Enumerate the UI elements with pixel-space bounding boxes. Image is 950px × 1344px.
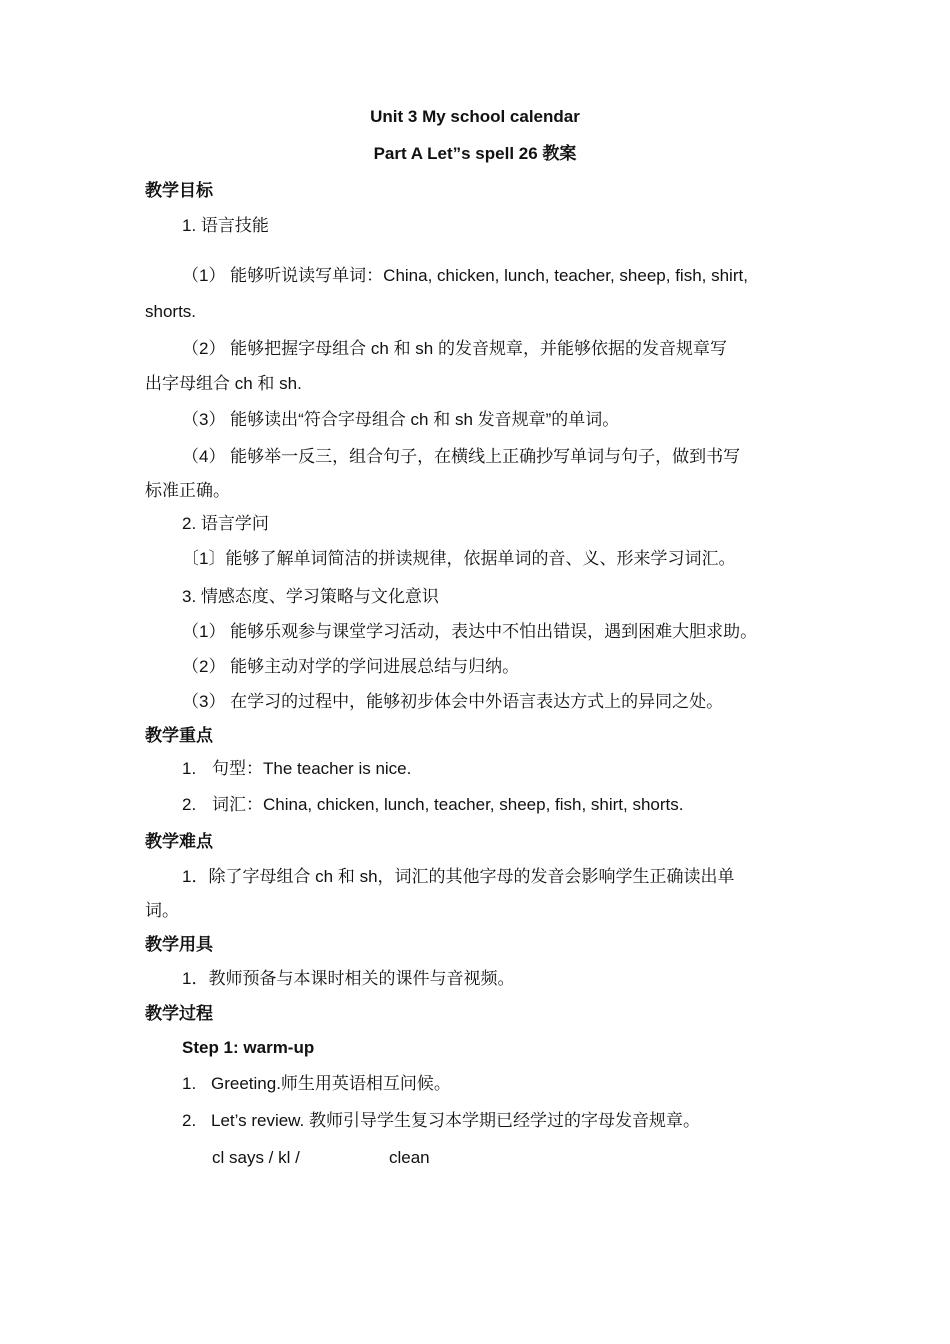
goal-lang-skills: 1. 语言技能	[182, 216, 269, 235]
doc-title: Unit 3 My school calendar	[370, 107, 580, 126]
section-heading-difficulties: 教学难点	[145, 832, 213, 851]
process-item-2-text: Let’s review. 教师引导学生复习本学期已经学过的字母发音规章。	[211, 1111, 700, 1130]
goal-attitude: 3. 情感态度、学习策略与文化意识	[182, 587, 439, 606]
key-point-1	[182, 758, 411, 780]
key-point-2-number: 2.	[182, 795, 197, 814]
process-item-1-text: Greeting.师生用英语相互问候。	[211, 1074, 451, 1093]
goal-at2: （2） 能够主动对学的学问进展总结与归纳。	[182, 657, 520, 676]
goal-ls2-line1: （2） 能够把握字母组合 ch 和 sh 的发音规章，并能够依据的发音规章写	[182, 339, 727, 358]
goal-at3: （3） 在学习的过程中，能够初步体会中外语言表达方式上的异同之处。	[182, 692, 724, 711]
key-point-1-text: 句型：The teacher is nice.	[212, 759, 412, 778]
phonics-rule-cl: cl says / kl /	[212, 1148, 300, 1167]
goal-ls2-line2: 出字母组合 ch 和 sh.	[145, 374, 302, 393]
goal-ls4-line2: 标准正确。	[145, 481, 230, 500]
section-heading-tools: 教学用具	[145, 935, 213, 954]
section-heading-key-points: 教学重点	[145, 726, 213, 745]
goal-ls4-line1: （4） 能够举一反三，组合句子，在横线上正确抄写单词与句子，做到书写	[182, 447, 741, 466]
process-item-1	[182, 1073, 451, 1095]
step-1-heading: Step 1: warm-up	[182, 1038, 315, 1057]
goal-at1: （1） 能够乐观参与课堂学习活动，表达中不怕出错误，遇到困难大胆求助。	[182, 622, 758, 641]
process-item-2	[182, 1110, 700, 1132]
phonics-example-clean: clean	[389, 1148, 430, 1167]
key-point-2	[182, 794, 684, 816]
difficulty-1-line2: 词。	[145, 901, 179, 920]
goal-lang-knowledge: 2. 语言学问	[182, 514, 269, 533]
section-heading-process: 教学过程	[145, 1004, 213, 1023]
doc-subtitle: Part A Let”s spell 26 教案	[373, 144, 577, 163]
tool-1: 1．教师预备与本课时相关的课件与音视频。	[182, 969, 515, 988]
section-heading-goals: 教学目标	[145, 181, 213, 200]
process-item-2-number: 2.	[182, 1111, 197, 1130]
key-point-1-number: 1.	[182, 759, 197, 778]
goal-ls1-line1: （1） 能够听说读写单词：China, chicken, lunch, teacher, sheep, fish, shirt,	[182, 266, 748, 285]
goal-ls3: （3） 能够读出“符合字母组合 ch 和 sh 发音规章”的单词。	[182, 410, 620, 429]
process-item-1-number: 1.	[182, 1074, 197, 1093]
goal-lk1: 〔1〕能够了解单词简洁的拼读规律，依据单词的音、义、形来学习词汇。	[182, 549, 736, 568]
key-point-2-text: 词汇：China, chicken, lunch, teacher, sheep, fish, shirt, shorts.	[212, 795, 684, 814]
difficulty-1-line1: 1．除了字母组合 ch 和 sh，词汇的其他字母的发音会影响学生正确读出单	[182, 867, 735, 886]
goal-ls1-line2: shorts.	[145, 302, 197, 321]
